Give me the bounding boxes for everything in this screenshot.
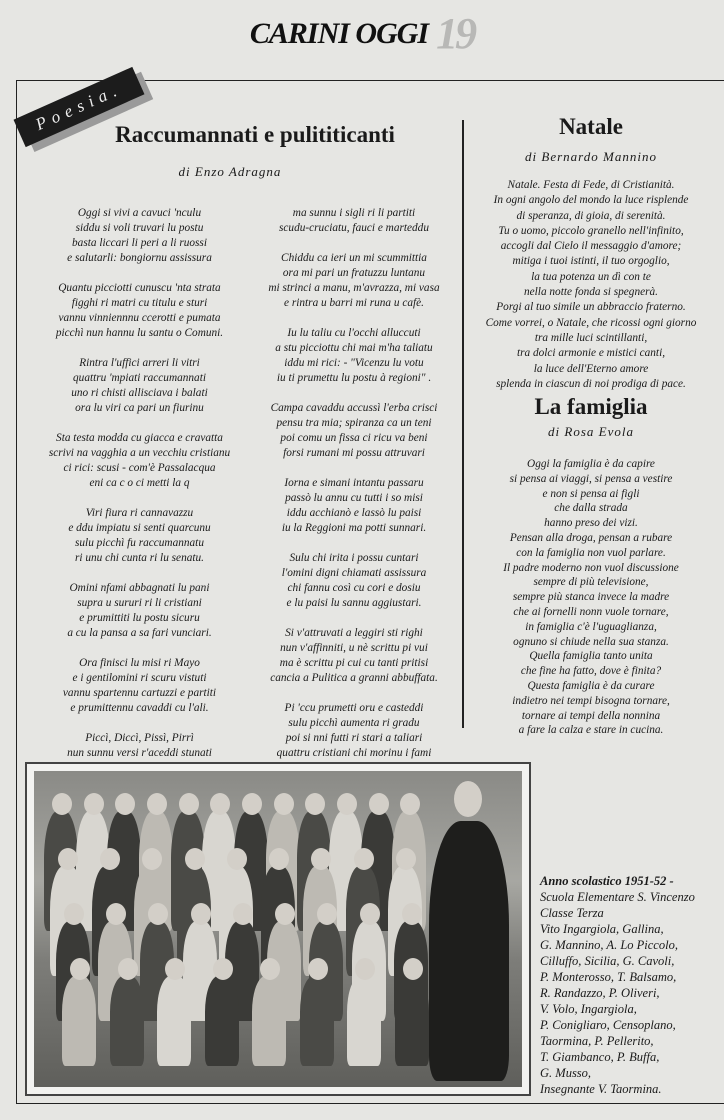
class-photo bbox=[25, 762, 531, 1096]
poem-line: P. Conigliaro, Censoplano, bbox=[540, 1018, 676, 1032]
child-head bbox=[308, 958, 328, 980]
child-head bbox=[275, 903, 295, 925]
poem-line: accogli dal Cielo il messaggio d'amore; bbox=[500, 240, 682, 253]
poem-line: Cilluffo, Sicilia, G. Cavoli, bbox=[540, 954, 675, 968]
poem-line: ora lu viri ca pari un fiurinu bbox=[75, 402, 204, 414]
poem-line: Tu o uomo, piccolo granello nell'infinito, bbox=[498, 224, 684, 237]
poem-line: Sta testa modda cu giacca e cravatta bbox=[56, 432, 223, 444]
child-head bbox=[84, 793, 104, 815]
class-photo-image bbox=[34, 771, 522, 1087]
stanza bbox=[250, 626, 458, 686]
poem-line: ci rici: scusi - com'è Passalacqua bbox=[63, 462, 216, 474]
poem-line: poi comu un fissa ci ricu va beni bbox=[280, 432, 428, 444]
poem-line: forsi rumani mi possu attruvari bbox=[283, 447, 425, 459]
poem-line: si pensa ai viaggi, si pensa a vestire bbox=[509, 472, 673, 485]
poem-line: iu la Reggioni ma potti sunnari. bbox=[281, 522, 427, 534]
child-head bbox=[64, 903, 84, 925]
poem-line: picchì nun hannu lu santu o Comuni. bbox=[55, 327, 224, 339]
poem-line: Pi 'ccu prumetti oru e casteddi bbox=[284, 702, 424, 714]
poem-line: Il padre moderno non vuol discussione bbox=[503, 561, 679, 574]
child-head bbox=[403, 958, 423, 980]
poem-line: e prumittiti lu postu sicuru bbox=[79, 612, 200, 624]
poem-line: a cu la pansa a sa fari vunciari. bbox=[67, 627, 212, 639]
child-head bbox=[165, 958, 185, 980]
stanza bbox=[32, 656, 247, 716]
child-head bbox=[179, 793, 199, 815]
poem-line: chi fannu così cu cori e dosiu bbox=[287, 582, 421, 594]
stanza bbox=[32, 356, 247, 416]
stanza bbox=[32, 431, 247, 491]
poem-line: Scuola Elementare S. Vincenzo bbox=[540, 890, 695, 904]
child-head bbox=[305, 793, 325, 815]
photo-caption bbox=[540, 873, 695, 1097]
poem-line: quattru 'mpiati raccumannati bbox=[73, 372, 206, 384]
poem-line: ma sunnu i sigli ri li partiti bbox=[292, 207, 416, 219]
poem-line: a fare la calza e stare in cucina. bbox=[518, 724, 664, 737]
child-figure bbox=[62, 976, 96, 1066]
poem-line: G. Mannino, A. Lo Piccolo, bbox=[540, 938, 678, 952]
poem-line: indietro nei tempi bisogna tornare, bbox=[512, 694, 670, 707]
poem-line: Classe Terza bbox=[540, 906, 604, 920]
poem-line: Natale. Festa di Fede, di Cristianità. bbox=[507, 179, 675, 191]
child-head bbox=[402, 903, 422, 925]
child-head bbox=[227, 848, 247, 870]
poem-line: in famiglia c'è l'uguaglianza, bbox=[525, 620, 657, 633]
child-head bbox=[213, 958, 233, 980]
child-head bbox=[191, 903, 211, 925]
child-head bbox=[369, 793, 389, 815]
poem-line: iddu acchianò e lassò lu paisi bbox=[286, 507, 422, 519]
poem-line: sulu picchì fu raccumannatu bbox=[75, 537, 204, 549]
stanza bbox=[32, 506, 247, 566]
stanza bbox=[32, 206, 247, 266]
poem-line: e i gentilomini ri scuru vistuti bbox=[72, 672, 207, 684]
child-head bbox=[269, 848, 289, 870]
poem-line: Si v'attruvati a leggiri sti righi bbox=[285, 627, 423, 639]
page-number: 19 bbox=[436, 9, 475, 58]
poem-title: La famiglia bbox=[534, 394, 648, 419]
poem-line: passò lu annu cu tutti i so misi bbox=[285, 492, 423, 504]
poem-line: e non si pensa ai figli bbox=[542, 487, 640, 500]
child-head bbox=[210, 793, 230, 815]
poem-line: e rintra u barri mi runa u cafè. bbox=[284, 297, 424, 309]
child-figure bbox=[157, 976, 191, 1066]
poem-line: Quantu picciotti cunuscu 'nta strata bbox=[58, 282, 221, 294]
poem-line: In ogni angolo del mondo la luce risplende bbox=[493, 194, 689, 207]
poem-line: T. Giambanco, P. Buffa, bbox=[540, 1050, 660, 1064]
poem-line: che ai fornelli nonn vuole tornare, bbox=[513, 605, 669, 618]
poem-line: Quella famiglia tanto unita bbox=[529, 650, 653, 663]
child-head bbox=[52, 793, 72, 815]
poem-line: Oggi la famiglia è da capire bbox=[527, 458, 655, 470]
poem-line: mi strinci a manu, m'avrazza, mi vasa bbox=[268, 282, 440, 294]
teacher-figure bbox=[429, 821, 509, 1081]
child-head bbox=[233, 903, 253, 925]
stanza bbox=[250, 206, 458, 236]
child-head bbox=[354, 848, 374, 870]
stanza bbox=[250, 701, 458, 761]
stanza bbox=[32, 581, 247, 641]
poem-line: splenda in ciascun di noi prodiga di pace. bbox=[496, 377, 686, 390]
poem-column-1 bbox=[32, 206, 247, 776]
poem-line: Porgi al tuo simile un abbraccio fraterno. bbox=[496, 301, 686, 314]
poem-famiglia bbox=[470, 457, 712, 738]
poem-line: Iorna e simani intantu passaru bbox=[284, 477, 424, 489]
poem-line: di speranza, di gioia, di serenità. bbox=[516, 209, 666, 222]
poem-line: sempre di più televisione, bbox=[533, 576, 649, 589]
poem-line: ma è scrittu pi cui cu tanti pritisi bbox=[279, 657, 429, 669]
poem-line: Come vorrei, o Natale, che ricossi ogni giorno bbox=[485, 316, 697, 329]
poem-line: la luce dell'Eterno amore bbox=[533, 362, 649, 375]
child-head bbox=[337, 793, 357, 815]
poem-line: tra mille luci scintillanti, bbox=[534, 331, 648, 344]
poem-line: e ddu impiatu si senti quarcunu bbox=[68, 522, 211, 534]
child-head bbox=[360, 903, 380, 925]
poem-line: cancia a Pulitica a granni abbuffata. bbox=[270, 672, 438, 684]
poem-line: che fine ha fatto, dove è finita? bbox=[520, 665, 662, 678]
stanza bbox=[32, 281, 247, 341]
poem-line: hanno preso dei vizi. bbox=[544, 517, 638, 530]
child-head bbox=[185, 848, 205, 870]
stanza bbox=[32, 731, 247, 761]
child-head bbox=[355, 958, 375, 980]
poem-line: con la famiglia non vuol parlare. bbox=[516, 546, 666, 559]
child-head bbox=[400, 793, 420, 815]
poem-line: mitiga i tuoi istinti, il tuo orgoglio, bbox=[512, 255, 670, 268]
poem-line: l'omini digni chiamati assissura bbox=[281, 567, 427, 579]
poem-line: e lu paisi lu sannu aggiustari. bbox=[286, 597, 422, 609]
poem-line: Viri fiura ri cannavazzu bbox=[85, 507, 194, 519]
child-figure bbox=[347, 976, 381, 1066]
poem-author: di Enzo Adragna bbox=[178, 164, 282, 179]
poem-line: quattru cristiani chi morinu i fami bbox=[276, 747, 432, 759]
child-head bbox=[70, 958, 90, 980]
magazine-logo bbox=[0, 10, 724, 60]
child-head bbox=[118, 958, 138, 980]
poem-line: Omini nfami abbagnati lu pani bbox=[69, 582, 210, 594]
poem-line: nun v'affinniti, u nè scrittu pi vui bbox=[280, 642, 428, 654]
poem-line: uno ri chisti allisciava i balati bbox=[71, 387, 208, 399]
caption-heading: Anno scolastico 1951-52 - bbox=[540, 874, 674, 888]
poem-line: eni ca c o ci metti la q bbox=[89, 477, 190, 489]
teacher-head bbox=[454, 781, 482, 817]
child-head bbox=[58, 848, 78, 870]
poem-line: che dalla strada bbox=[554, 502, 628, 515]
poem-line: Taormina, P. Pellerito, bbox=[540, 1034, 654, 1048]
poem-line: siddu si voli truvari lu postu bbox=[75, 222, 204, 234]
poem-line: ri unu chi cunta ri lu senatu. bbox=[75, 552, 204, 564]
poem-line: Piccì, Diccì, Pissì, Pirrì bbox=[85, 732, 194, 744]
magazine-title: CARINI OGGI bbox=[249, 17, 429, 50]
stanza bbox=[250, 326, 458, 386]
poem-author: di Rosa Evola bbox=[548, 424, 634, 439]
poem-line: R. Randazzo, P. Oliveri, bbox=[540, 986, 660, 1000]
stanza bbox=[250, 251, 458, 311]
poem-line: Questa famiglia è da curare bbox=[527, 679, 655, 692]
child-head bbox=[242, 793, 262, 815]
poem-line: Pensan alla droga, pensan a rubare bbox=[509, 531, 673, 544]
poem-line: scrivi na vagghia a un vecchiu cristianu bbox=[48, 447, 231, 459]
poem-line: tornare ai tempi della nonnina bbox=[521, 709, 661, 722]
poem-line: Oggi si vivi a cavuci 'nculu bbox=[77, 207, 202, 219]
poem-line: pensu tra mia; spiranza ca un teni bbox=[276, 417, 432, 429]
stanza bbox=[250, 476, 458, 536]
poem-line: Insegnante V. Taormina. bbox=[540, 1082, 662, 1096]
poem-line: vannu spartennu cartuzzi e partiti bbox=[62, 687, 217, 699]
poem-line: V. Volo, Ingargiola, bbox=[540, 1002, 637, 1016]
child-head bbox=[260, 958, 280, 980]
poem-line: sulu picchì aumenta ri gradu bbox=[288, 717, 420, 729]
child-head bbox=[396, 848, 416, 870]
poem-line: ora mi pari un fratuzzu luntanu bbox=[282, 267, 426, 279]
poem-line: e salutarli: bongiornu assissura bbox=[67, 252, 212, 264]
child-figure bbox=[395, 976, 429, 1066]
child-head bbox=[274, 793, 294, 815]
child-figure bbox=[205, 976, 239, 1066]
poem-title: Raccumannati e pulititicanti bbox=[115, 122, 395, 147]
poem-line: scudu-cruciatu, fauci e marteddu bbox=[279, 222, 429, 234]
poem-line: nun sunnu versi r'aceddi stunati bbox=[67, 747, 212, 759]
poem-line: supra u sururi ri li cristiani bbox=[77, 597, 202, 609]
poem-line: sempre più stanca invece la madre bbox=[512, 591, 670, 604]
column-divider bbox=[462, 120, 464, 728]
poem-line: Sulu chi irita i possu cuntari bbox=[289, 552, 419, 564]
poem-title: Natale bbox=[559, 114, 623, 139]
poem-line: la tua potenza un dì con te bbox=[531, 270, 651, 283]
poem-author: di Bernardo Mannino bbox=[525, 149, 657, 164]
child-head bbox=[115, 793, 135, 815]
poem-column-2 bbox=[250, 206, 458, 776]
poem-line: Campa cavaddu accussì l'erba crisci bbox=[270, 402, 438, 414]
child-head bbox=[147, 793, 167, 815]
poem-line: Ora finisci lu misi ri Mayo bbox=[79, 657, 200, 669]
poem-line: vannu vinniennnu ccerotti e pumata bbox=[58, 312, 221, 324]
child-figure bbox=[252, 976, 286, 1066]
poem-natale bbox=[470, 178, 712, 392]
poem-line: poi si nni futti ri stari a taliari bbox=[285, 732, 423, 744]
poem-line: iu ti prumettu lu postu à regioni" . bbox=[276, 372, 432, 384]
poem-line: e prumittennu cavaddi cu l'ali. bbox=[70, 702, 209, 714]
section-badge: Poesia. bbox=[14, 67, 145, 147]
poem-line: G. Musso, bbox=[540, 1066, 592, 1080]
poem-line: Rintra l'uffici arreri li vitri bbox=[79, 357, 200, 369]
poem-line: P. Monterosso, T. Balsamo, bbox=[540, 970, 677, 984]
poem-line: Vito Ingargiola, Gallina, bbox=[540, 922, 664, 936]
child-figure bbox=[300, 976, 334, 1066]
stanza bbox=[250, 551, 458, 611]
poem-line: nella notte fonda si spegnerà. bbox=[524, 286, 658, 299]
poem-line: Iu lu taliu cu l'occhi alluccuti bbox=[287, 327, 421, 339]
poem-line: Chiddu ca ieri un mi scummittia bbox=[281, 252, 427, 264]
child-figure bbox=[110, 976, 144, 1066]
poem-line: tra dolci armonie e mistici canti, bbox=[516, 347, 666, 360]
poem-line: a stu picciottu chi mai m'ha taliatu bbox=[275, 342, 433, 354]
poem-line: basta liccari li peri a li ruossi bbox=[72, 237, 207, 249]
stanza bbox=[250, 401, 458, 461]
poem-line: iddu mi rici: - "Vicenzu lu votu bbox=[284, 357, 424, 369]
poem-line: ognuno si chiude nella sua stanza. bbox=[513, 635, 669, 648]
poem-line: figghi ri matri cu titulu e sturi bbox=[71, 297, 208, 309]
